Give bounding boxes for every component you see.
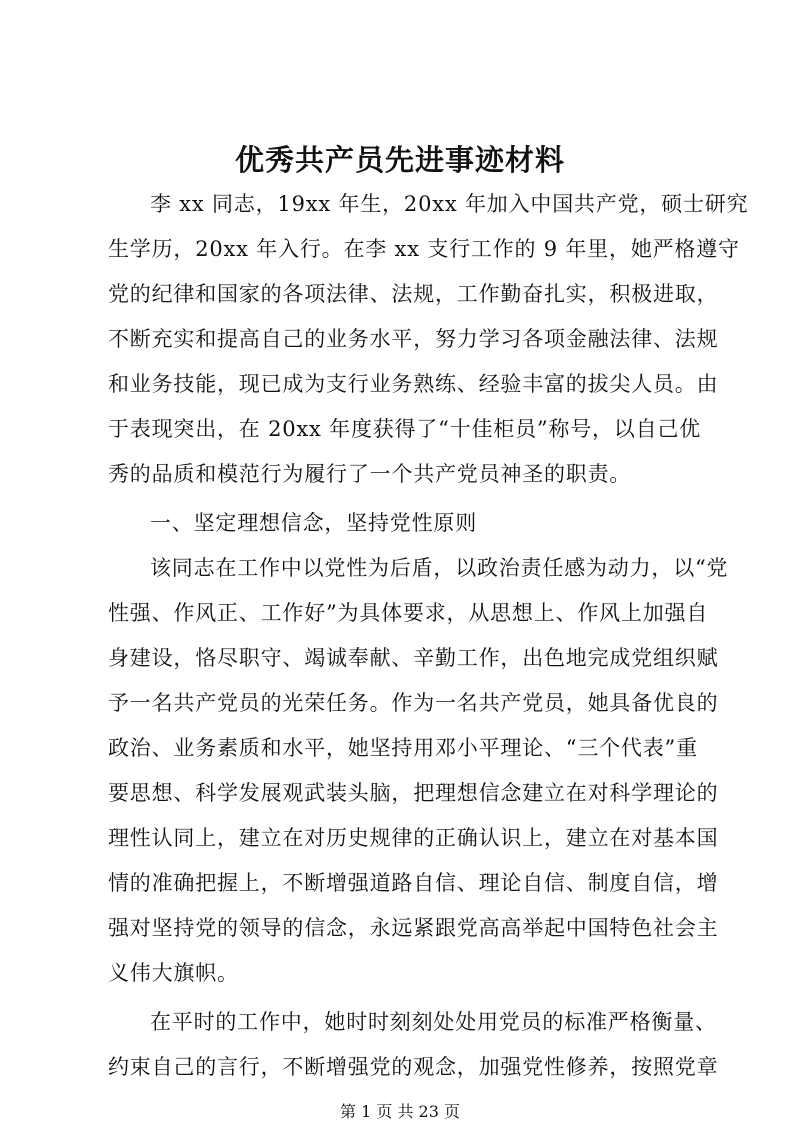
paragraph-line: 予一名共产党员的光荣任务。作为一名共产党员，她具备优良的: [108, 691, 719, 715]
paragraph-line: 义伟大旗帜。: [108, 961, 239, 985]
paragraph-line: 强对坚持党的领导的信念，永远紧跟党高高举起中国特色社会主: [108, 916, 719, 940]
paragraph-line: 党的纪律和国家的各项法律、法规，工作勤奋扎实，积极进取，: [108, 282, 719, 306]
section-heading: 一、坚定理想信念，坚持党性原则: [150, 511, 477, 535]
paragraph-line: 在平时的工作中，她时时刻刻处处用党员的标准严格衡量、: [150, 1010, 717, 1034]
paragraph-line: 于表现突出，在 20xx 年度获得了“十佳柜员”称号，以自己优: [108, 417, 702, 441]
paragraph-line: 政治、业务素质和水平，她坚持用邓小平理论、“三个代表”重: [108, 736, 698, 760]
paragraph-line: 性强、作风正、工作好”为具体要求，从思想上、作风上加强自: [108, 601, 709, 625]
paragraph-line: 和业务技能，现已成为支行业务熟练、经验丰富的拔尖人员。由: [108, 372, 719, 396]
paragraph-line: 要思想、科学发展观武装头脑，把理想信念建立在对科学理论的: [108, 781, 719, 805]
paragraph-line: 该同志在工作中以党性为后盾，以政治责任感为动力，以“党: [150, 556, 729, 580]
document-title: 优秀共产员先进事迹材料: [234, 143, 565, 177]
paragraph-line: 理性认同上，建立在对历史规律的正确认识上，建立在对基本国: [108, 826, 719, 850]
paragraph-line: 李 xx 同志，19xx 年生，20xx 年加入中国共产党，硕士研究: [150, 192, 749, 216]
page-footer: 第 1 页 共 23 页: [340, 1102, 460, 1121]
paragraph-line: 秀的品质和模范行为履行了一个共产党员神圣的职责。: [108, 462, 632, 486]
paragraph-line: 不断充实和提高自己的业务水平，努力学习各项金融法律、法规: [108, 327, 719, 351]
paragraph-line: 约束自己的言行，不断增强党的观念，加强党性修养，按照党章: [108, 1055, 719, 1079]
paragraph-line: 情的准确把握上，不断增强道路自信、理论自信、制度自信，增: [108, 871, 719, 895]
paragraph-line: 生学历，20xx 年入行。在李 xx 支行工作的 9 年里，她严格遵守: [108, 237, 740, 261]
paragraph-line: 身建设，恪尽职守、竭诚奉献、辛勤工作，出色地完成党组织赋: [108, 646, 719, 670]
